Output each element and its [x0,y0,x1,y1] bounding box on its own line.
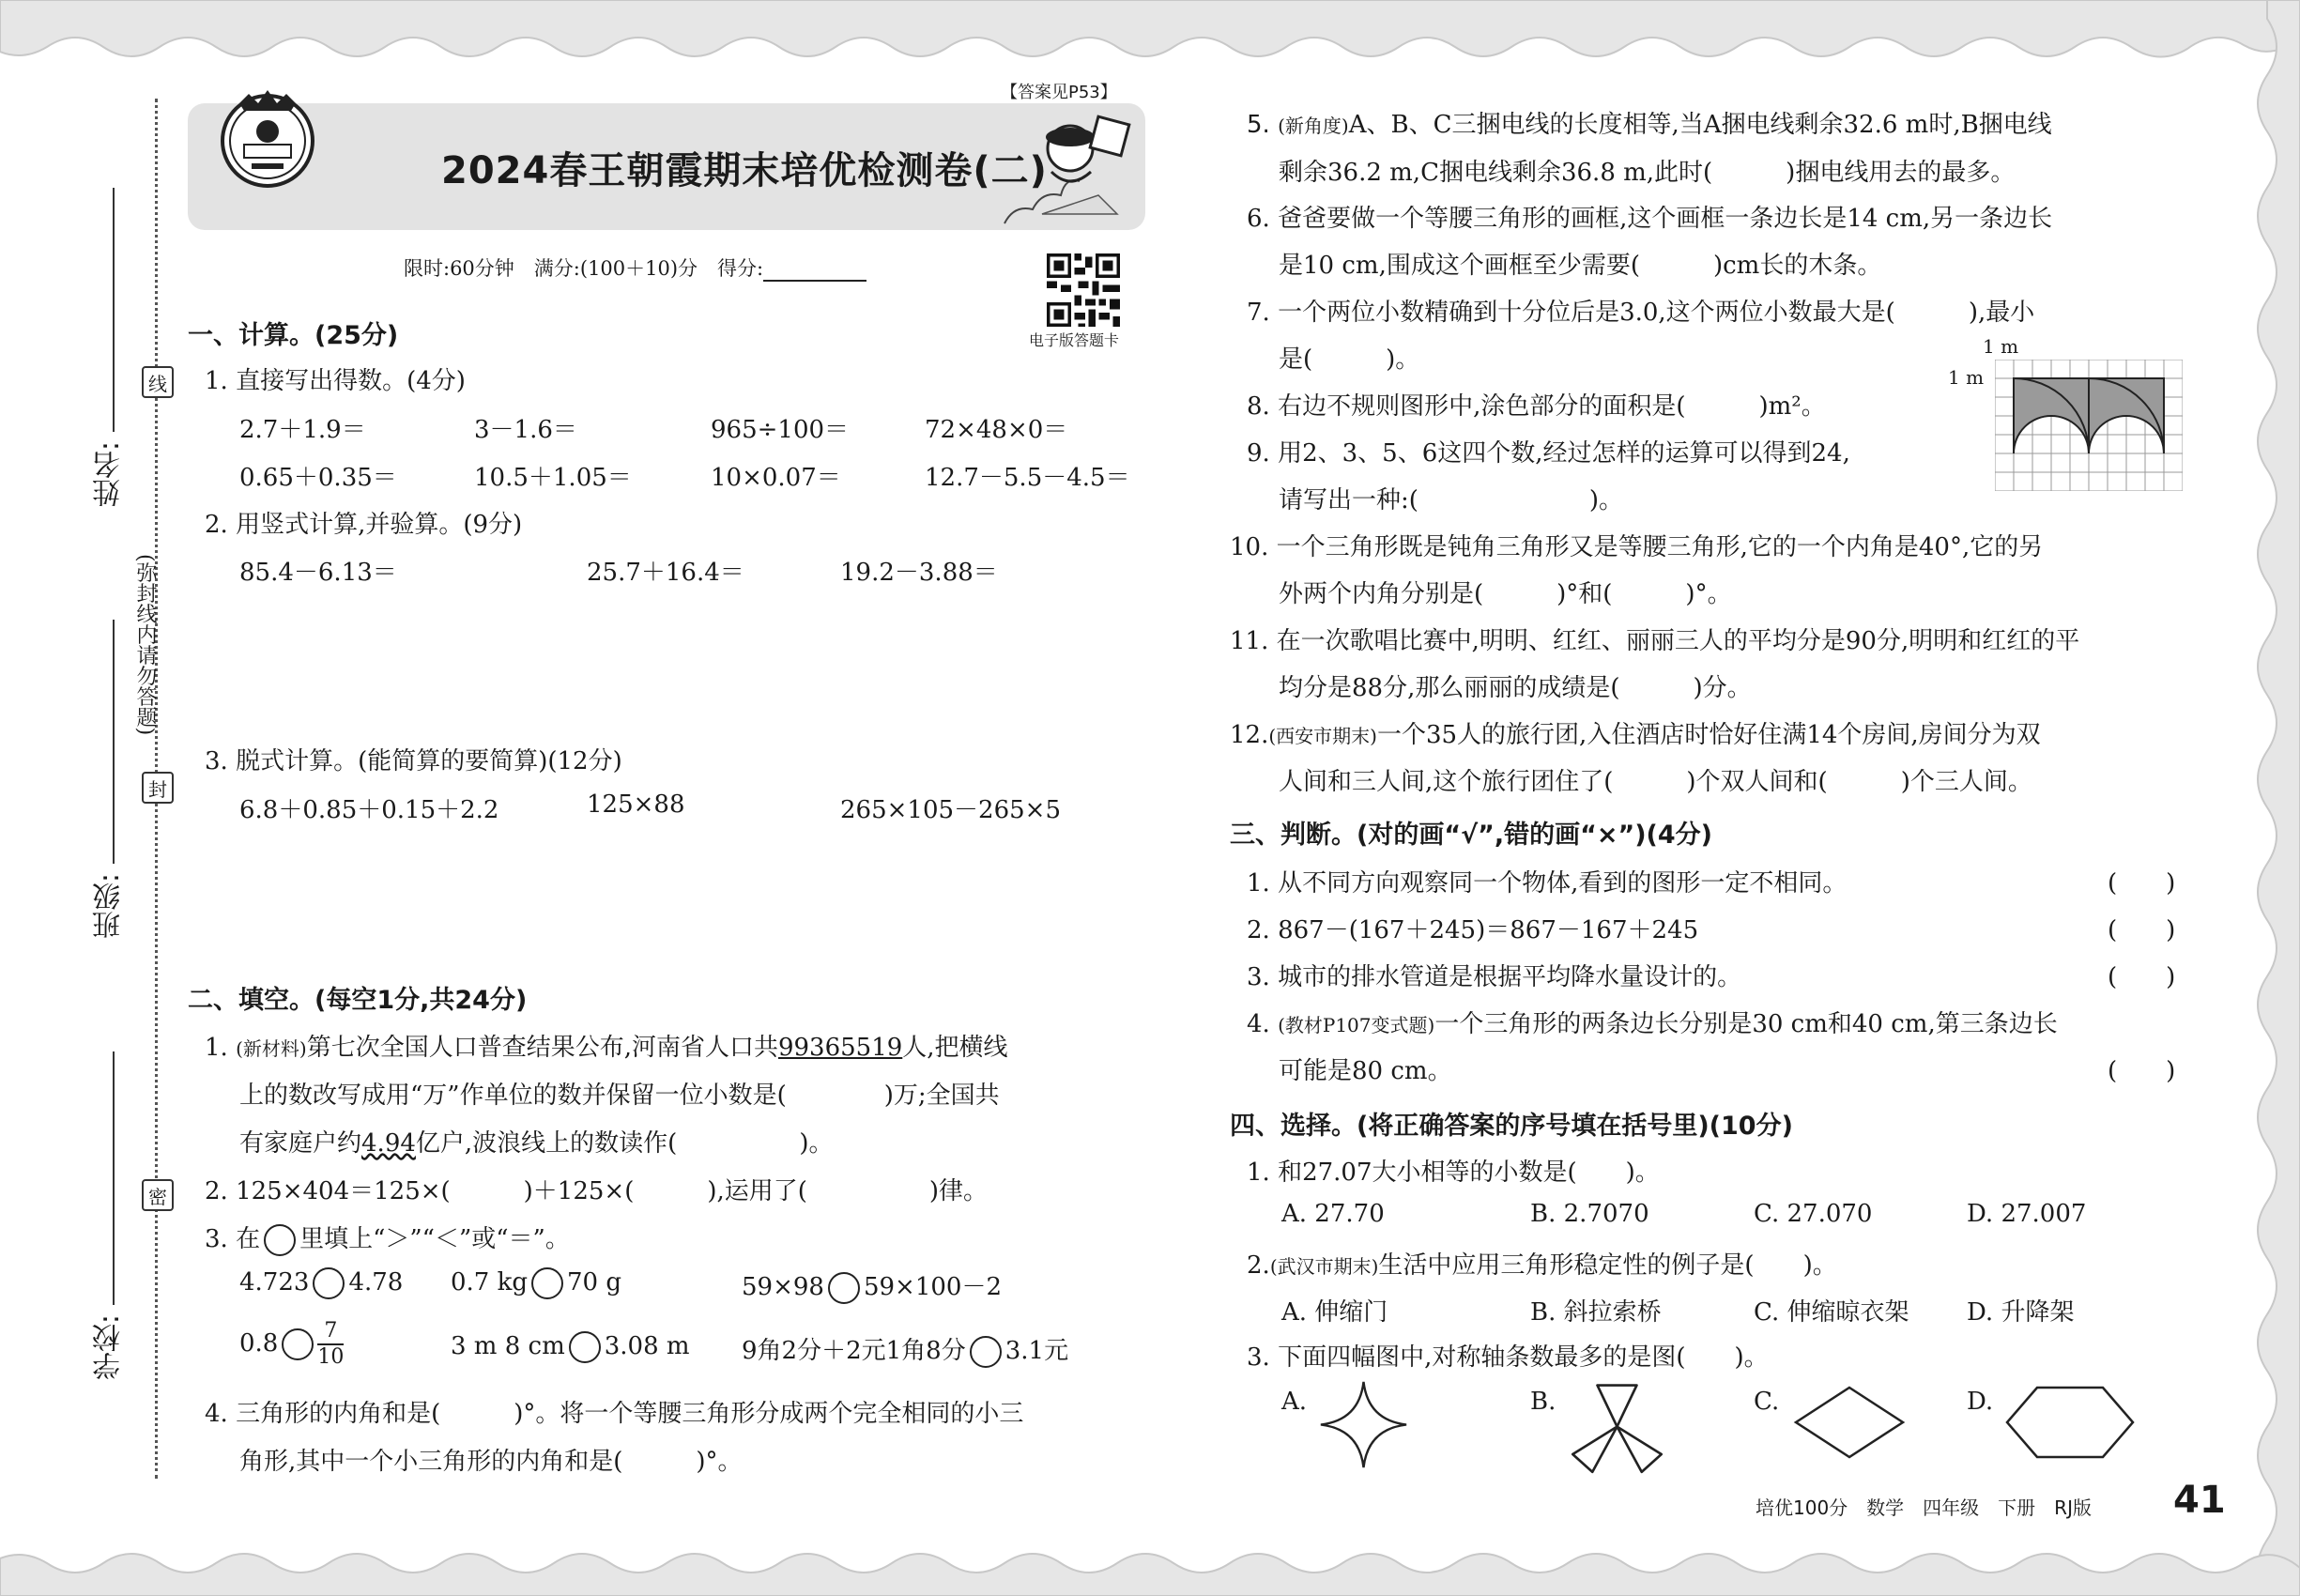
answer-reference: 【答案见P53】 [995,79,1123,103]
four-point-star-icon [1319,1380,1408,1469]
class-label: 班级: [93,873,126,940]
calc-item: 10.5＋1.05＝ [474,464,632,492]
choice-option: B. [1530,1388,1556,1416]
question-tag: (武汉市期末) [1269,1255,1379,1278]
calc-item: 12.7－5.5－4.5＝ [925,464,1130,492]
binding-mark-xian: 线 [142,366,174,398]
judge-item: 2. 867－(167＋245)＝867－167＋245 [1247,916,1699,944]
page-title: 2024春王朝霞期末培优检测卷(二) [441,149,1048,192]
compare-left: 0.8 [239,1329,279,1358]
q-text: A、B、C三捆电线的长度相等,当A捆电线剩余32.6 m时,B捆电线 [1348,111,2052,139]
binding-mark-mi: 密 [142,1179,174,1211]
section-1-heading: 一、计算。(25分) [188,321,399,350]
q-text: 一个35人的旅行团,入住酒店时恰好住满14个房间,房间分为双 [1376,721,2041,749]
compare-item [451,1331,690,1363]
calc-item: 10×0.07＝ [711,464,841,492]
q2-1-line-2: 上的数改写成用“万”作单位的数并保留一位小数是( )万;全国共 [239,1082,1000,1110]
qr-code-icon[interactable] [1047,253,1120,327]
q-text: 人,把横线 [902,1034,1008,1062]
q-number: 2. [1247,1251,1270,1280]
wavy-right-border [2234,0,2300,1596]
question-tag: (西安市期末) [1268,725,1377,747]
q1-3-label: 3. 脱式计算。(能简算的要简算)(12分) [205,747,622,775]
rhombus-icon [1793,1385,1906,1460]
judge-item-4-line-2: 可能是80 cm。 [1279,1057,1452,1085]
name-write-line[interactable] [113,188,115,432]
compare-left: 3 m 8 cm [451,1332,565,1360]
calc-item: 2.7＋1.9＝ [239,416,366,444]
stepwise-calc-item: 125×88 [587,790,685,819]
compare-left: 0.7 kg [451,1268,529,1297]
compare-right: 70 g [567,1268,622,1297]
choice-option: C. 27.070 [1754,1200,1873,1228]
wavy-number: 4.94 [361,1129,416,1158]
mascot-illustration [986,101,1145,233]
school-label: 学校: [93,1314,126,1381]
q1-1-label: 1. 直接写出得数。(4分) [205,367,466,395]
q2-9-line-1: 9. 用2、3、5、6这四个数,经过怎样的运算可以得到24, [1247,439,1850,468]
q2-7-line-1: 7. 一个两位小数精确到十分位后是3.0,这个两位小数最大是( ),最小 [1247,299,2035,327]
section-3-heading: 三、判断。(对的画“√”,错的画“×”)(4分) [1230,821,1713,850]
score-blank[interactable] [763,280,866,282]
fraction [317,1319,344,1370]
compare-item [742,1331,1068,1368]
compare-circle[interactable] [828,1272,860,1304]
choice-q2-label [1247,1246,1837,1281]
compare-left: 4.723 [239,1268,310,1297]
q2-4-line-1: 4. 三角形的内角和是( )°。将一个等腰三角形分成两个完全相同的小三 [205,1400,1024,1428]
scale-label-left: 1 m [1948,366,1985,389]
compare-left: 9角2分＋2元1角8分 [742,1337,966,1365]
choice-option: A. [1281,1388,1308,1416]
choice-option: D. 升降架 [1967,1298,2075,1327]
judge-answer-paren[interactable]: ( ) [2108,916,2176,944]
q-text: 有家庭户约 [239,1129,362,1158]
binding-mark-feng: 封 [142,772,174,804]
judge-answer-paren[interactable]: ( ) [2108,869,2176,898]
q-text: 一个三角形的两条边长分别是30 cm和40 cm,第三条边长 [1434,1010,2058,1038]
page-number: 41 [2173,1479,2226,1522]
compare-circle[interactable] [569,1331,601,1363]
q2-4-line-2: 角形,其中一个小三角形的内角和是( )°。 [239,1448,743,1476]
q2-10-line-1: 10. 一个三角形既是钝角三角形又是等腰三角形,它的一个内角是40°,它的另 [1230,533,2044,561]
choice-option: C. [1754,1388,1780,1416]
name-label: 姓名: [93,441,126,508]
q2-6-line-1: 6. 爸爸要做一个等腰三角形的画框,这个画框一条边长是14 cm,另一条边长 [1247,205,2053,233]
footer-info: 培优100分 数学 四年级 下册 RJ版 [1756,1496,2092,1519]
choice-q1-label: 1. 和27.07大小相等的小数是( )。 [1247,1159,1660,1187]
exam-meta [404,253,866,282]
compare-right: 3.1元 [1004,1337,1069,1365]
vertical-calc-item: 19.2－3.88＝ [840,559,998,587]
q-text: 里填上“＞”“＜”或“＝”。 [299,1225,570,1253]
compare-circle[interactable] [970,1336,1002,1368]
wavy-bottom-border [0,1530,2300,1596]
scale-label-top: 1 m [1983,335,2019,358]
choice-option: B. 斜拉索桥 [1530,1298,1662,1327]
judge-item: 3. 城市的排水管道是根据平均降水量设计的。 [1247,963,1742,991]
circle-icon [264,1224,296,1256]
three-blade-figure-icon [1568,1375,1666,1474]
brand-logo [216,86,319,190]
compare-left: 59×98 [742,1273,824,1301]
compare-circle[interactable] [282,1328,314,1360]
judge-item: 1. 从不同方向观察同一个物体,看到的图形一定不相同。 [1247,869,1848,898]
compare-item [239,1267,403,1299]
compare-circle[interactable] [531,1267,563,1299]
q2-5-line-2: 剩余36.2 m,C捆电线剩余36.8 m,此时( )捆电线用去的最多。 [1279,159,2016,187]
q2-1-line-1 [205,1028,1008,1063]
q2-1-line-3 [239,1124,833,1159]
judge-item-4-line-1 [1247,1005,2058,1039]
stepwise-calc-item: 265×105－265×5 [840,796,1061,824]
q2-5-line-1 [1247,105,2052,140]
hexagon-icon [2004,1385,2136,1460]
q2-7-line-2: 是( )。 [1279,345,1420,374]
underlined-number: 99365519 [777,1034,903,1062]
compare-circle[interactable] [313,1267,345,1299]
q-number: 12. [1230,721,1269,749]
vertical-calc-item: 25.7＋16.4＝ [587,559,744,587]
question-tag: (新角度) [1278,115,1349,137]
choice-option: D. 27.007 [1967,1200,2087,1228]
q-text: 生活中应用三角形稳定性的例子是( )。 [1378,1251,1837,1280]
binding-note: (弥封线内请勿答题) [133,554,157,736]
choice-q3-label: 3. 下面四幅图中,对称轴条数最多的是图( )。 [1247,1343,1769,1372]
judge-answer-paren[interactable]: ( ) [2108,963,2176,991]
fraction-denominator: 10 [317,1345,345,1369]
q2-9-line-2: 请写出一种:( )。 [1279,486,1624,514]
choice-option: A. 伸缩门 [1281,1298,1388,1327]
q-number: 4. [1247,1010,1270,1038]
q-text: 亿户,波浪线上的数读作( )。 [415,1129,834,1158]
q1-2-label: 2. 用竖式计算,并验算。(9分) [205,511,523,539]
binding-strip [0,0,188,1596]
q2-2: 2. 125×404＝125×( )＋125×( ),运用了( )律。 [205,1177,989,1205]
q-text: 3. 在 [205,1225,261,1253]
calc-item: 3－1.6＝ [474,416,577,444]
q-number: 5. [1247,111,1270,139]
compare-item [742,1267,1002,1304]
fraction-numerator: 7 [317,1319,344,1345]
calc-item: 72×48×0＝ [925,416,1068,444]
calc-item: 965÷100＝ [711,416,850,444]
vertical-calc-item: 85.4－6.13＝ [239,559,397,587]
q2-8: 8. 右边不规则图形中,涂色部分的面积是( )m²。 [1247,392,1826,421]
choice-option: D. [1967,1388,1994,1416]
qr-label: 电子版答题卡 [1029,331,1120,349]
shaded-area-figure [1995,360,2183,491]
q2-6-line-2: 是10 cm,围成这个画框至少需要( )cm长的木条。 [1279,252,1882,280]
question-tag: (教材P107变式题) [1278,1014,1435,1036]
school-write-line[interactable] [113,1051,115,1305]
stepwise-calc-item: 6.8＋0.85＋0.15＋2.2 [239,796,499,824]
wavy-top-border [0,0,2300,75]
q-text: 第七次全国人口普查结果公布,河南省人口共 [306,1034,778,1062]
compare-item [239,1319,344,1370]
section-2-heading: 二、填空。(每空1分,共24分) [188,986,528,1015]
choice-option: B. 2.7070 [1530,1200,1649,1228]
choice-option: C. 伸缩晾衣架 [1754,1298,1909,1327]
q2-11-line-1: 11. 在一次歌唱比赛中,明明、红红、丽丽三人的平均分是90分,明明和红红的平 [1230,627,2080,655]
q2-12-line-2: 人间和三人间,这个旅行团住了( )个双人间和( )个三人间。 [1279,768,2032,796]
choice-option: A. 27.70 [1281,1200,1385,1228]
question-tag: (新材料) [236,1037,307,1060]
class-write-line[interactable] [113,620,115,864]
q2-12-line-1 [1230,715,2041,750]
section-4-heading: 四、选择。(将正确答案的序号填在括号里)(10分) [1230,1112,1793,1141]
compare-right: 59×100－2 [863,1273,1002,1301]
compare-right: 4.78 [348,1268,404,1297]
q2-3-label [205,1220,570,1256]
q2-10-line-2: 外两个内角分别是( )°和( )°。 [1279,580,1732,608]
q2-11-line-2: 均分是88分,那么丽丽的成绩是( )分。 [1279,674,1752,702]
q-number: 1. [205,1034,228,1062]
judge-answer-paren[interactable]: ( ) [2108,1057,2176,1085]
exam-meta-text: 限时:60分钟 满分:(100＋10)分 得分: [404,257,764,280]
compare-item [451,1267,621,1299]
calc-item: 0.65＋0.35＝ [239,464,397,492]
compare-right: 3.08 m [604,1332,690,1360]
